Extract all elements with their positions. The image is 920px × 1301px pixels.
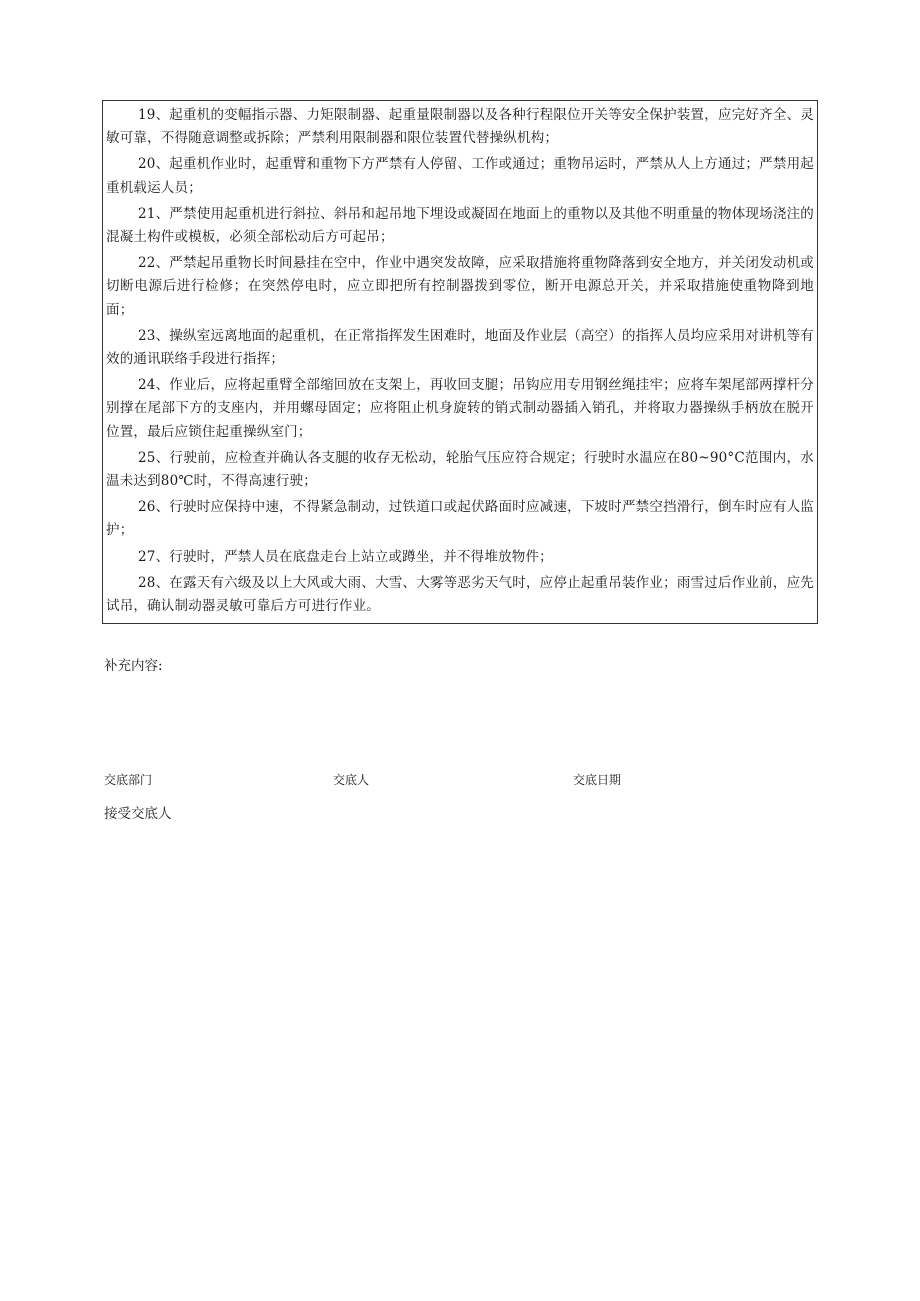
disclosure-department-label: 交底部门 [104,773,153,787]
safety-clauses-table [102,100,818,624]
clause-20: 20、起重机作业时，起重臂和重物下方严禁有人停留、工作或通过；重物吊运时，严禁从人上方通过；严禁用起重机载运人员； [106,156,814,196]
clause-23: 23、操纵室远离地面的起重机，在正常指挥发生困难时，地面及作业层（高空）的指挥人员均应采用对讲机等有效的通讯联络手段进行指挥； [106,327,814,368]
receiver-label: 接受交底人 [104,806,172,822]
clause-19: 19、起重机的变幅指示器、力矩限制器、起重量限制器以及各种行程限位开关等安全保护装置，应完好齐全、灵敏可靠，不得随意调整或拆除；严禁利用限制器和限位装置代替操纵机构； [106,107,814,147]
supplement-label: 补充内容: [104,658,163,674]
clause-24: 24、作业后，应将起重臂全部缩回放在支架上，再收回支腿；吊钩应用专用钢丝绳挂牢；应将车架尾部两撑杆分别撑在尾部下方的支座内，并用螺母固定；应将阻止机身旋转的销式制动器插入销孔，并将取力器操纵手柄放在脱开位置，最后应锁住起重操纵室门； [106,377,814,440]
clause-26: 26、行驶时应保持中速，不得紧急制动，过铁道口或起伏路面时应减速，下坡时严禁空挡滑行，倒车时应有人监护； [106,499,814,539]
disclosure-person-label: 交底人 [333,773,370,787]
clause-22: 22、严禁起吊重物长时间悬挂在空中，作业中遇突发故障，应采取措施将重物降落到安全地方，并关闭发动机或切断电源后进行检修；在突然停电时，应立即把所有控制器拨到零位，断开电源总开关，并采取措施使重物降到地面； [106,255,814,318]
clause-21: 21、严禁使用起重机进行斜拉、斜吊和起吊地下埋设或凝固在地面上的重物以及其他不明重量的物体现场浇注的混凝土构件或模板，必须全部松动后方可起吊； [106,205,814,246]
clause-27: 27、行驶时，严禁人员在底盘走台上站立或蹲坐，并不得堆放物件； [138,548,553,565]
clause-28: 28、在露天有六级及以上大风或大雨、大雪、大雾等恶劣天气时，应停止起重吊装作业；雨雪过后作业前，应先试吊，确认制动器灵敏可靠后方可进行作业。 [106,574,814,615]
clause-25: 25、行驶前，应检查并确认各支腿的收存无松动，轮胎气压应符合规定；行驶时水温应在80~90°C范围内，水温未达到80℃时，不得高速行驶； [106,449,814,490]
disclosure-date-label: 交底日期 [573,773,622,787]
